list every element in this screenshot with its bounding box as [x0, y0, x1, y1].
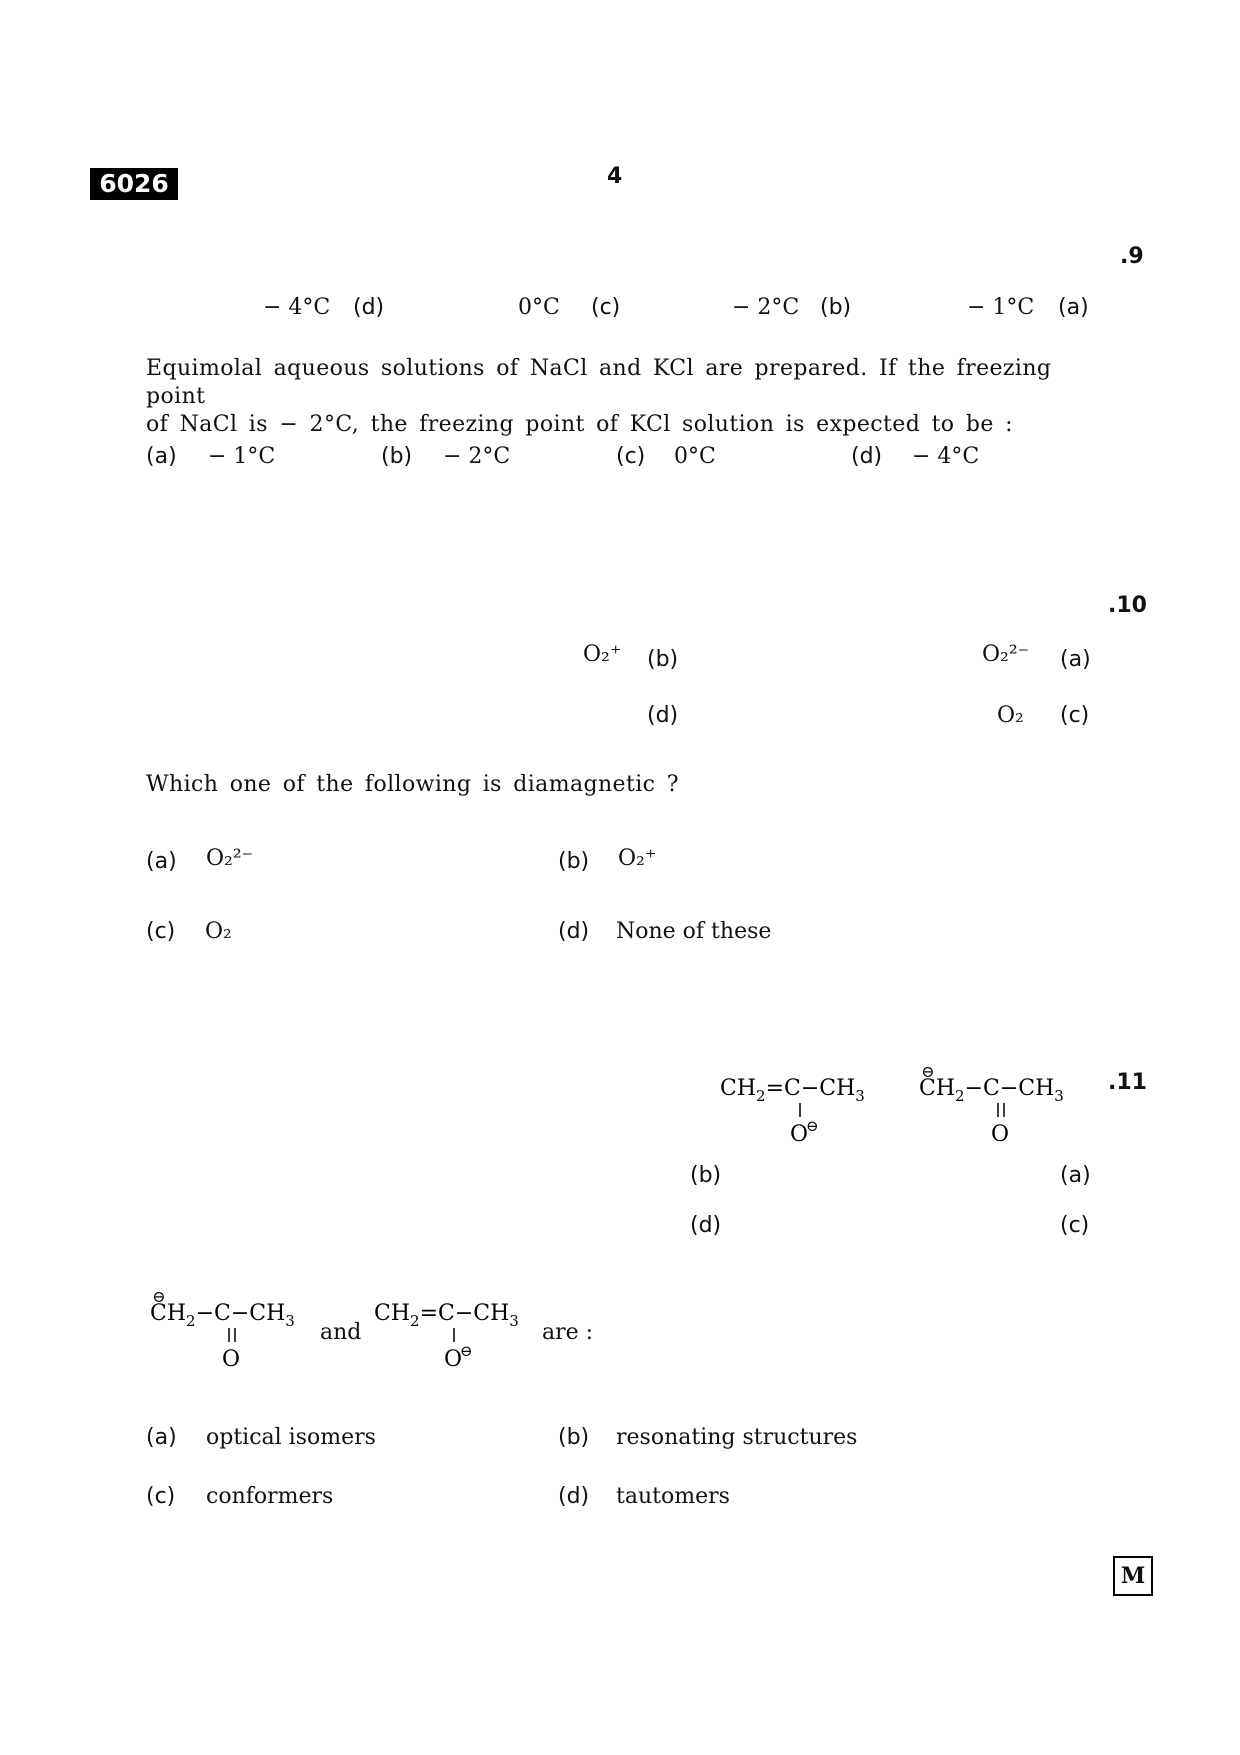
q11-number: .11 [1108, 1070, 1147, 1095]
q9-urdu-option-d-label: (d) [353, 295, 385, 320]
q10-option-d-label: (d) [558, 919, 590, 944]
q11-option-a-label: (a) [146, 1425, 177, 1450]
q11-option-d-value: tautomers [616, 1484, 730, 1509]
q9-urdu-option-b-value: − 2°C [732, 295, 800, 320]
q10-option-c-label: (c) [146, 919, 176, 944]
q11-structure-enolate [372, 1278, 544, 1370]
q11-urdu-structure-enolate [718, 1053, 890, 1145]
svg-text:⊖: ⊖ [806, 1117, 819, 1135]
q9-urdu-option-d-value: − 4°C [263, 295, 331, 320]
q10-urdu-option-d-label: (d) [647, 703, 679, 728]
svg-text:CH2−C−CH3: $CH_2-C-CH_3$ [919, 1076, 1064, 1105]
q10-urdu-option-a-value: O₂²⁻ [982, 642, 1030, 667]
q11-option-c-value: conformers [206, 1484, 334, 1509]
q9-option-a-value: − 1°C [208, 444, 276, 469]
q10-number: .10 [1108, 593, 1147, 618]
q10-option-a-value: O₂²⁻ [206, 846, 254, 871]
q10-option-c-value: O₂ [205, 919, 232, 944]
q11-option-c-label: (c) [146, 1484, 176, 1509]
booklet-series-box: M [1113, 1556, 1153, 1596]
q11-urdu-option-a-label: (a) [1060, 1163, 1091, 1188]
q9-option-d-value: − 4°C [912, 444, 980, 469]
q11-option-d-label: (d) [558, 1484, 590, 1509]
q9-stem [146, 355, 1096, 439]
q9-option-c-value: 0°C [674, 444, 716, 469]
q10-urdu-option-a-label: (a) [1060, 647, 1091, 672]
q11-urdu-structure-carbanion [915, 1053, 1090, 1145]
svg-text:O: O [444, 1347, 463, 1370]
q10-stem: Which one of the following is diamagnetic ? [146, 772, 679, 797]
q11-stem-are: are : [542, 1320, 594, 1345]
q11-option-b-value: resonating structures [616, 1425, 858, 1450]
q9-option-c-label: (c) [616, 444, 646, 469]
q9-stem-line-2: of NaCl is − 2°C, the freezing point of KCl solution is expected to be : [146, 412, 1013, 437]
q10-option-a-label: (a) [146, 849, 177, 874]
paper-code: 6026 [90, 168, 178, 200]
page-number: 4 [607, 164, 623, 189]
q10-urdu-option-c-value: O₂ [997, 703, 1024, 728]
q11-urdu-option-c-label: (c) [1060, 1213, 1090, 1238]
svg-text:O: O [790, 1122, 809, 1145]
svg-text:CH2=C−CH3: $CH_2=C-CH_3$ [374, 1301, 519, 1330]
q11-structure-carbanion [146, 1278, 321, 1370]
q11-option-b-label: (b) [558, 1425, 590, 1450]
q10-option-d-value: None of these [616, 919, 772, 944]
q9-option-b-label: (b) [381, 444, 413, 469]
q9-option-d-label: (d) [851, 444, 883, 469]
svg-text:CH2−C−CH3: $CH_2-C-CH_3$ [150, 1301, 295, 1330]
q10-option-b-label: (b) [558, 849, 590, 874]
q11-urdu-option-d-label: (d) [690, 1213, 722, 1238]
svg-text:O: O [991, 1122, 1010, 1145]
svg-text:CH2=C−CH3: $CH_2=C-CH_3$ [720, 1076, 865, 1105]
q11-urdu-option-b-label: (b) [690, 1163, 722, 1188]
svg-text:O: O [222, 1347, 241, 1370]
svg-text:⊖: ⊖ [152, 1287, 166, 1306]
q10-urdu-option-b-value: O₂⁺ [583, 642, 622, 667]
q10-urdu-option-b-label: (b) [647, 647, 679, 672]
q11-option-a-value: optical isomers [206, 1425, 376, 1450]
q9-number: .9 [1120, 244, 1144, 269]
q10-option-b-value: O₂⁺ [618, 846, 657, 871]
q9-option-a-label: (a) [146, 444, 177, 469]
svg-text:⊖: ⊖ [921, 1062, 935, 1081]
q11-stem-and: and [320, 1320, 362, 1345]
q10-urdu-option-c-label: (c) [1060, 703, 1090, 728]
q9-urdu-option-a-value: − 1°C [967, 295, 1035, 320]
q9-urdu-option-a-label: (a) [1058, 295, 1089, 320]
q9-urdu-option-c-value: 0°C [518, 295, 560, 320]
q9-urdu-option-b-label: (b) [820, 295, 852, 320]
q9-urdu-option-c-label: (c) [591, 295, 621, 320]
q9-option-b-value: − 2°C [443, 444, 511, 469]
q9-stem-line-1: Equimolal aqueous solutions of NaCl and KCl are prepared. If the freezing point [146, 356, 1052, 409]
svg-text:⊖: ⊖ [460, 1342, 473, 1360]
